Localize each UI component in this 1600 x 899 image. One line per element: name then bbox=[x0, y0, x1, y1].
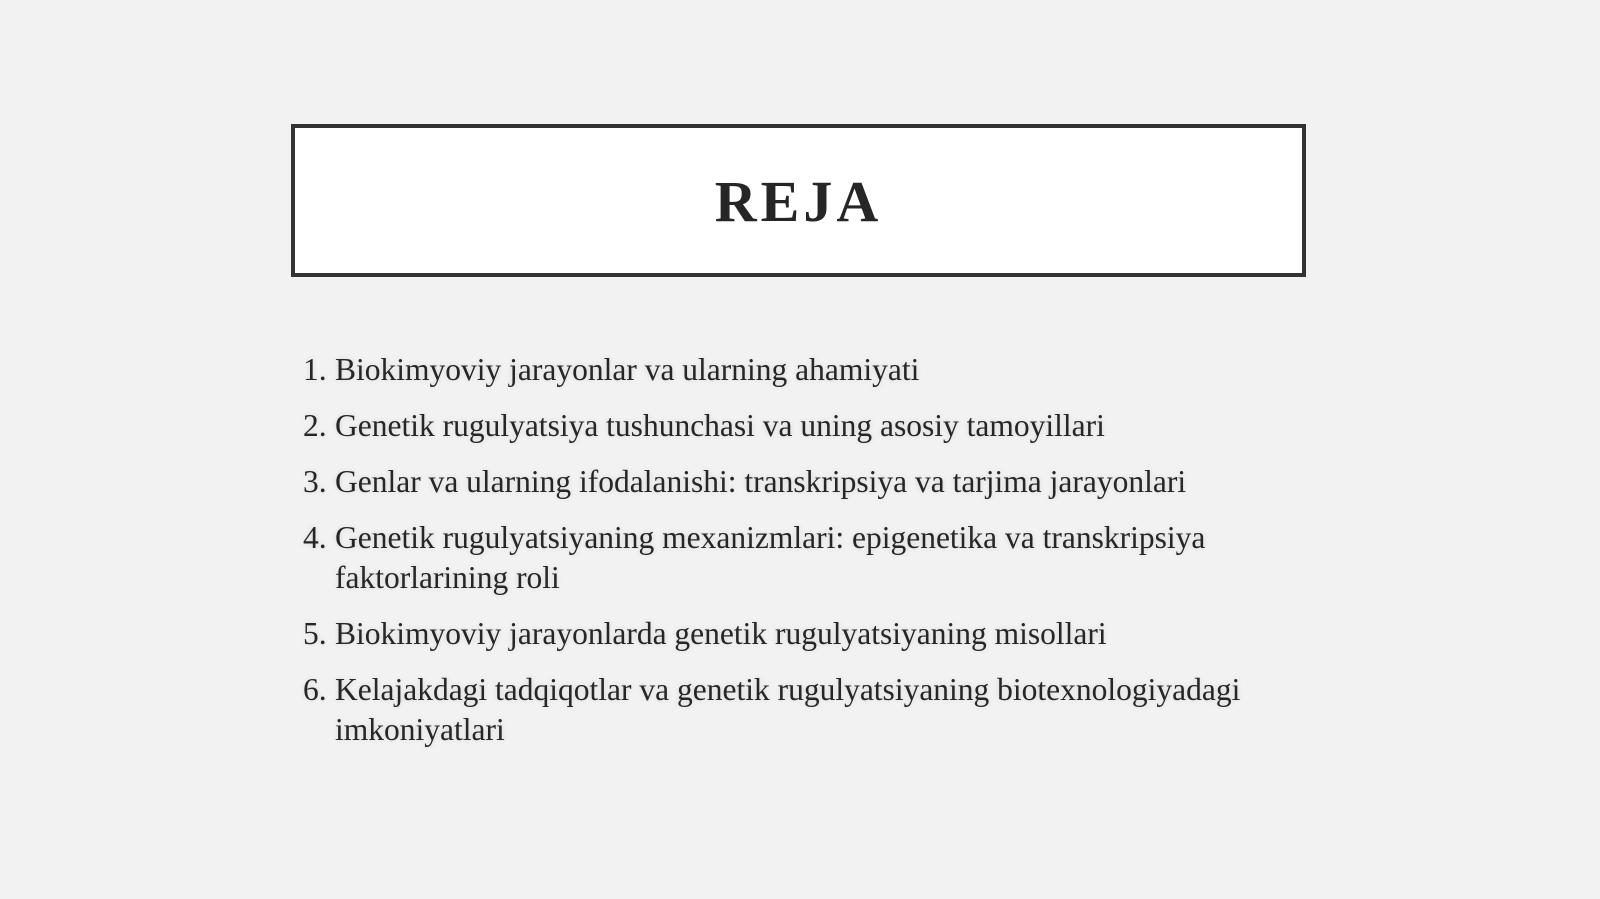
plan-item-number: 4. bbox=[303, 520, 327, 555]
plan-list bbox=[303, 350, 1283, 766]
plan-item-number: 5. bbox=[303, 616, 327, 651]
plan-item-text: Kelajakdagi tadqiqotlar va genetik rugulyatsiyaning biotexnologiyadagi imkoniyatlari bbox=[335, 672, 1241, 747]
plan-item-text: Genetik rugulyatsiya tushunchasi va uning asosiy tamoyillari bbox=[335, 408, 1105, 443]
plan-item-1 bbox=[303, 350, 1283, 390]
plan-item-text: Genlar va ularning ifodalanishi: transkripsiya va tarjima jarayonlari bbox=[335, 464, 1187, 499]
plan-item-number: 2. bbox=[303, 408, 327, 443]
plan-item-number: 1. bbox=[303, 352, 327, 387]
plan-item-text: Biokimyoviy jarayonlarda genetik rugulyatsiyaning misollari bbox=[335, 616, 1107, 651]
plan-item-text: Genetik rugulyatsiyaning mexanizmlari: epigenetika va transkripsiya faktorlarining roli bbox=[335, 520, 1206, 595]
plan-item-text: Biokimyoviy jarayonlar va ularning ahamiyati bbox=[335, 352, 920, 387]
plan-item-4 bbox=[303, 518, 1283, 598]
plan-item-number: 3. bbox=[303, 464, 327, 499]
slide-title: REJA bbox=[714, 168, 883, 234]
plan-item-3 bbox=[303, 462, 1283, 502]
plan-item-number: 6. bbox=[303, 672, 327, 707]
plan-item-6 bbox=[303, 670, 1283, 750]
title-box bbox=[291, 124, 1306, 277]
plan-item-5 bbox=[303, 614, 1283, 654]
plan-item-2 bbox=[303, 406, 1283, 446]
